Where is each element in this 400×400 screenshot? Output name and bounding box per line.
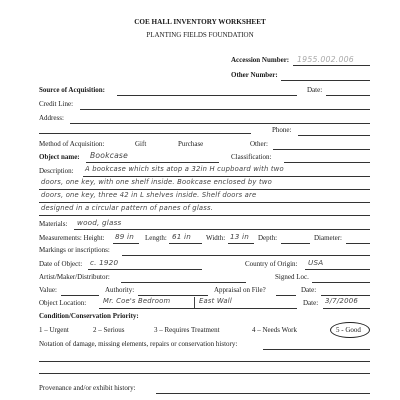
depth-label: Depth: xyxy=(258,234,278,242)
credit-line-line xyxy=(80,109,370,110)
notation-line-1 xyxy=(263,349,370,350)
description-line-1 xyxy=(83,176,370,177)
materials-label: Materials: xyxy=(39,220,68,228)
accession-number-line xyxy=(293,65,370,66)
phone-line xyxy=(298,135,370,136)
appraisal-date-line xyxy=(321,295,370,296)
classification-line xyxy=(284,162,370,163)
source-date-line xyxy=(326,95,370,96)
width-value: 13 in xyxy=(230,232,249,241)
value-label: Value: xyxy=(39,286,57,294)
method-of-acquisition-label: Method of Acquisition: xyxy=(39,140,105,148)
country-of-origin-line xyxy=(305,269,370,270)
address-line xyxy=(70,123,370,124)
value-line xyxy=(61,295,99,296)
other-number-label: Other Number: xyxy=(231,71,278,79)
length-value: 61 in xyxy=(172,232,191,241)
description-line-3 xyxy=(39,202,370,203)
markings-label: Markings or inscriptions: xyxy=(39,246,110,254)
source-date-label: Date: xyxy=(307,86,323,94)
authority-line xyxy=(138,295,208,296)
markings-line xyxy=(122,255,370,256)
width-label: Width: xyxy=(206,234,226,242)
description-text-line: A bookcase which sits atop a 32in H cupboard with two xyxy=(85,165,284,173)
country-of-origin-label: Country of Origin: xyxy=(245,260,298,268)
priority-serious-option[interactable]: 2 – Serious xyxy=(93,326,125,334)
description-text-line: doors, one key, with one shelf inside. Bookcase enclosed by two xyxy=(41,178,272,186)
date-of-object-label: Date of Object: xyxy=(39,260,83,268)
diameter-label: Diameter: xyxy=(314,234,342,242)
width-line xyxy=(228,243,254,244)
method-other-line xyxy=(273,149,370,150)
location-date-line xyxy=(323,308,370,309)
accession-number-value: 1955.002.006 xyxy=(297,55,354,64)
signed-loc-label: Signed Loc. xyxy=(275,273,309,281)
height-value: 89 in xyxy=(115,232,134,241)
description-text-line: doors, one key, three 42 in L shelves inside. Shelf doors are xyxy=(41,191,257,199)
provenance-label: Provenance and/or exhibit history: xyxy=(39,384,136,392)
provenance-line xyxy=(156,393,370,394)
length-label: Length: xyxy=(145,234,167,242)
height-line xyxy=(113,243,139,244)
description-text-line: designed in a circular pattern of panes of glass. xyxy=(41,204,214,212)
description-line-4 xyxy=(39,215,370,216)
description-line-2 xyxy=(39,189,370,190)
object-location-line xyxy=(99,308,297,309)
notation-line-2 xyxy=(39,361,370,362)
date-of-object-value: c. 1920 xyxy=(90,258,119,267)
depth-line xyxy=(281,243,310,244)
artist-maker-label: Artist/Maker/Distributor: xyxy=(39,273,110,281)
object-location-label: Object Location: xyxy=(39,299,87,307)
notation-label: Notation of damage, missing elements, repairs or conservation history: xyxy=(39,340,238,348)
priority-urgent-option[interactable]: 1 – Urgent xyxy=(39,326,69,334)
worksheet-title: COE HALL INVENTORY WORKSHEET xyxy=(134,18,266,26)
appraisal-date-label: Date: xyxy=(301,286,317,294)
object-name-line xyxy=(86,162,219,163)
address-line-2 xyxy=(39,133,251,134)
location-date-label: Date: xyxy=(303,299,319,307)
object-name-label: Object name: xyxy=(39,153,80,161)
organization-name: PLANTING FIELDS FOUNDATION xyxy=(146,31,254,39)
appraisal-on-file-label: Appraisal on File? xyxy=(214,286,266,294)
country-of-origin-value: USA xyxy=(308,258,324,267)
artist-maker-line xyxy=(121,282,246,283)
location-date-value: 3/7/2006 xyxy=(325,297,359,305)
signed-loc-line xyxy=(312,282,370,283)
condition-priority-label: Condition/Conservation Priority: xyxy=(39,312,139,320)
measurements-height-label: Measurements: Height: xyxy=(39,234,105,242)
object-location-value: Mr. Coe's Bedroom xyxy=(103,297,171,305)
notation-line-3 xyxy=(39,373,370,374)
source-of-acquisition-label: Source of Acquisition: xyxy=(39,86,105,94)
diameter-line xyxy=(346,243,370,244)
selected-priority-circle xyxy=(330,322,370,338)
phone-label: Phone: xyxy=(272,126,292,134)
other-number-line xyxy=(281,80,370,81)
materials-line xyxy=(74,229,370,230)
description-label: Description: xyxy=(39,167,74,175)
method-other-label: Other: xyxy=(250,140,268,148)
accession-number-label: Accession Number: xyxy=(231,56,290,64)
method-gift-option[interactable]: Gift xyxy=(135,140,147,148)
priority-good-option[interactable]: 5 - Good xyxy=(336,326,361,334)
method-purchase-option[interactable]: Purchase xyxy=(178,140,204,148)
length-line xyxy=(169,243,202,244)
authority-label: Authority: xyxy=(105,286,135,294)
credit-line-label: Credit Line: xyxy=(39,100,74,108)
classification-label: Classification: xyxy=(231,153,272,161)
object-name-value: Bookcase xyxy=(90,151,128,160)
appraisal-on-file-line xyxy=(276,295,296,296)
materials-value: wood, glass xyxy=(77,218,122,227)
address-label: Address: xyxy=(39,114,64,122)
priority-requires-treatment-option[interactable]: 3 – Requires Treatment xyxy=(154,326,220,334)
location-separator xyxy=(194,297,196,308)
date-of-object-line xyxy=(88,269,202,270)
priority-needs-work-option[interactable]: 4 – Needs Work xyxy=(252,326,297,334)
location-wall-value: East Wall xyxy=(199,297,232,305)
source-of-acquisition-line xyxy=(117,95,297,96)
